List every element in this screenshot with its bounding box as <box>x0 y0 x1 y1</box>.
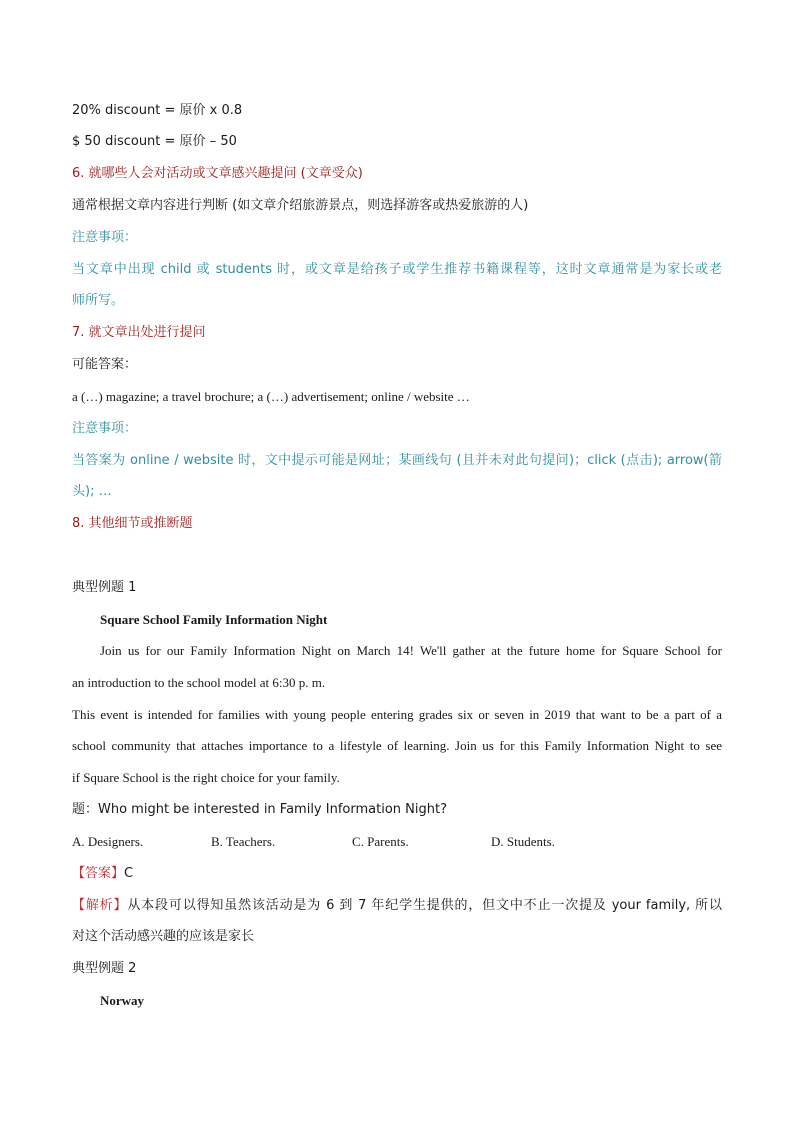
example-1-question: 题：Who might be interested in Family Information Night? <box>72 802 447 817</box>
example-1-paragraph-2-line-2: school community that attaches importance to a lifestyle of learning. Join us for this Family Information Night to see <box>72 738 722 753</box>
example-2-title: Norway <box>100 993 145 1008</box>
section-6-heading: 6. 就哪些人会对活动或文章感兴趣提问 (文章受众) <box>72 166 363 181</box>
section-7-note-label: 注意事项： <box>72 421 138 436</box>
section-7-heading: 7. 就文章出处进行提问 <box>72 325 206 340</box>
option-c: C. Parents. <box>352 834 409 849</box>
example-1-paragraph-1-line-1: Join us for our Family Information Night on March 14! We'll gather at the future home for Square School for <box>100 643 722 658</box>
example-2-label: 典型例题 2 <box>72 961 137 976</box>
section-6-note-line-2: 师所写。 <box>72 293 125 308</box>
example-1-paragraph-1-line-2: an introduction to the school model at 6:30 p. m. <box>72 675 326 690</box>
example-1-answer <box>72 864 722 884</box>
section-8-heading: 8. 其他细节或推断题 <box>72 516 193 531</box>
example-1-paragraph-2-line-3: if Square School is the right choice for your family. <box>72 770 340 785</box>
section-6-note-label: 注意事项： <box>72 230 138 245</box>
formula-50-discount: $ 50 discount = 原价 – 50 <box>72 134 237 149</box>
example-1-analysis-line-2: 对这个活动感兴趣的应该是家长 <box>72 929 255 944</box>
formula-20-discount: 20% discount = 原价 x 0.8 <box>72 103 243 118</box>
answer-value: C <box>124 866 134 881</box>
section-7-note-line-1: 当答案为 online / website 时，文中提示可能是网址；某画线句 (且并未对此句提问)；click (点击); arrow(箭 <box>72 453 722 468</box>
section-7-answers: a (…) magazine; a travel brochure; a (…) advertisement; online / website … <box>72 389 470 404</box>
example-1-options <box>72 832 722 852</box>
answer-tag: 【答案】 <box>72 866 125 881</box>
option-d: D. Students. <box>491 834 555 849</box>
section-6-note-line-1: 当文章中出现 child 或 students 时，或文章是给孩子或学生推荐书籍课程等，这时文章通常是为家长或老 <box>72 262 722 277</box>
analysis-tag: 【解析】 <box>72 898 128 913</box>
option-a: A. Designers. <box>72 834 144 849</box>
example-1-analysis-line-1 <box>72 896 722 916</box>
example-1-title: Square School Family Information Night <box>100 612 328 627</box>
section-7-note-line-2: 头); … <box>72 484 112 499</box>
example-1-label: 典型例题 1 <box>72 580 137 595</box>
option-b: B. Teachers. <box>211 834 276 849</box>
section-7-answers-label: 可能答案： <box>72 357 138 372</box>
section-6-description: 通常根据文章内容进行判断 (如文章介绍旅游景点，则选择游客或热爱旅游的人) <box>72 198 529 213</box>
analysis-text: 从本段可以得知虽然该活动是为 6 到 7 年纪学生提供的，但文中不止一次提及 your family, 所以 <box>127 898 722 913</box>
example-1-paragraph-2-line-1: This event is intended for families with young people entering grades six or seven in 2019 that want to be a part of a <box>72 707 722 722</box>
